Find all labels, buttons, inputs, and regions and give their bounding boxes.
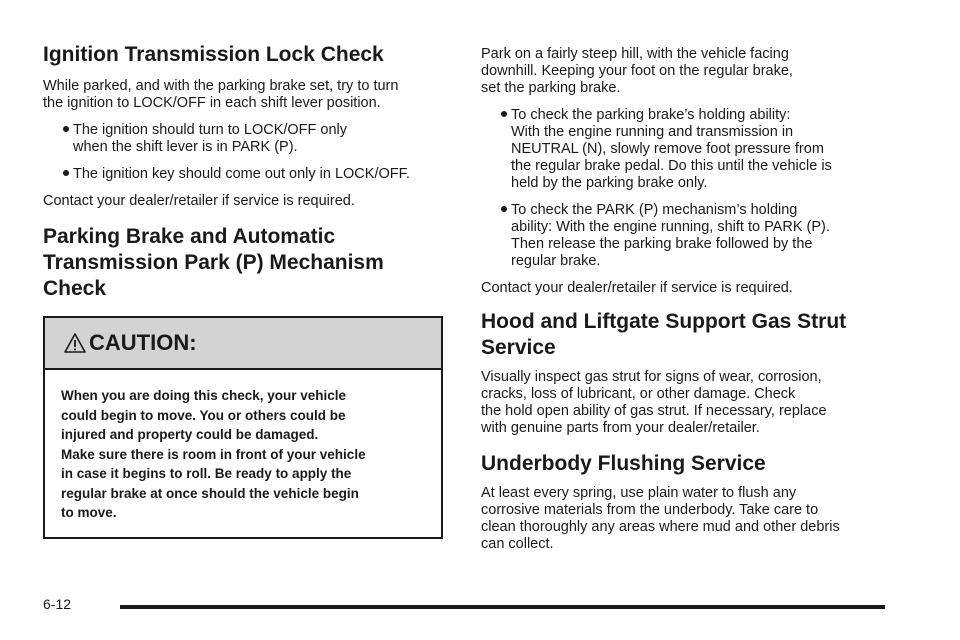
ignition-bullet-list [43,122,447,183]
caution-text: When you are doing this check, your vehicle could begin to move. You or others could be injured and property could be damaged. Make sure there is room in front of your vehicle in case it begins to roll. Be ready to apply the regular brake at once should the vehicle begin to move. [61,388,366,520]
list-item: To check the PARK (P) mechanism’s holding ability: With the engine running, shift to PARK (P). Then release the parking brake followed by the regular brake. [481,202,921,270]
ignition-contact: Contact your dealer/retailer if service is required. [43,193,355,209]
underbody-heading: Underbody Flushing Service [481,452,766,475]
parking-contact: Contact your dealer/retailer if service is required. [481,280,793,296]
caution-header [45,318,441,370]
left-column [43,42,447,539]
hood-text: Visually inspect gas strut for signs of wear, corrosion, cracks, loss of lubricant, or other damage. Check the hold open ability of gas strut. If necessary, replace with genuine parts from your dealer/retailer. [481,369,827,436]
ignition-heading: Ignition Transmission Lock Check [43,43,384,66]
parking-brake-heading: Parking Brake and Automatic Transmission Park (P) Mechanism Check [43,225,384,300]
right-column [481,46,921,563]
page-number: 6-12 [43,596,72,612]
list-item: The ignition should turn to LOCK/OFF only when the shift lever is in PARK (P). [43,122,447,156]
list-item: The ignition key should come out only in LOCK/OFF. [43,166,447,183]
park-intro: Park on a fairly steep hill, with the vehicle facing downhill. Keeping your foot on the regular brake, set the parking brake. [481,46,793,96]
parking-check-bullet-list [481,107,921,270]
caution-triangle-icon [63,331,87,355]
footer-rule [120,605,885,609]
list-item: To check the parking brake’s holding ability: With the engine running and transmission in NEUTRAL (N), slowly remove foot pressure from the regular brake pedal. Do this until the vehicle is held by the parking brake only. [481,107,921,192]
caution-label: CAUTION: [89,330,197,355]
caution-body [45,370,441,537]
caution-box [43,316,443,539]
hood-heading: Hood and Liftgate Support Gas Strut Service [481,310,847,359]
ignition-intro: While parked, and with the parking brake set, try to turn the ignition to LOCK/OFF in each shift lever position. [43,78,399,111]
underbody-text: At least every spring, use plain water to flush any corrosive materials from the underbody. Take care to clean thoroughly any areas where mud and other debris can collect. [481,485,840,552]
